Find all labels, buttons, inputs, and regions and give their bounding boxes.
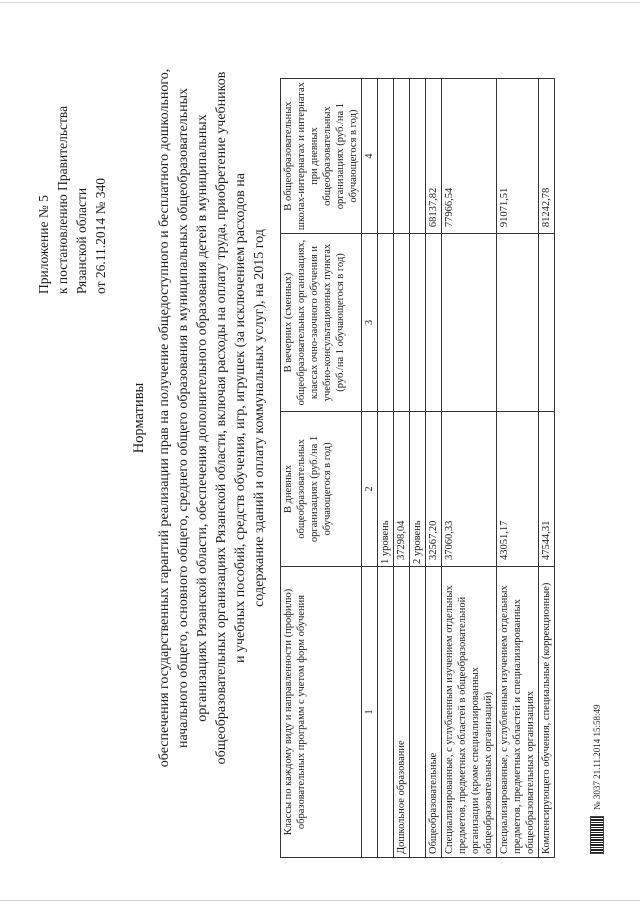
column-number-1: 1 <box>362 567 378 858</box>
title-line-5: и учебных пособий, средств обучения, игр, игрушек (за исключением расходов на <box>233 173 248 663</box>
row-value-day: 32567,20 <box>426 411 442 566</box>
row-value-boarding <box>394 79 410 234</box>
table-row <box>442 79 497 858</box>
scan-edge-bottom <box>0 900 640 901</box>
table-cell <box>410 567 426 858</box>
level-2-label: 2 уровень <box>410 411 426 566</box>
header-cell-1: Классы по каждому виду и направленности (профилю) образовательных программ с учетом форм обучения <box>281 567 362 858</box>
row-value-evening <box>442 234 497 412</box>
title-main: Нормативы <box>131 382 147 454</box>
table-cell <box>410 79 426 234</box>
scan-edge-top <box>0 2 640 3</box>
header-cell-2: В дневных общеобразовательных организациях (руб./на 1 обучающегося в год) <box>281 411 362 566</box>
table-row <box>394 79 410 858</box>
appendix-line-4: от 26.11.2014 № 340 <box>93 178 108 294</box>
document-title <box>130 48 269 788</box>
table-cell <box>378 567 394 858</box>
column-number-3: 3 <box>362 234 378 412</box>
header-cell-3: В вечерних (сменных) общеобразовательных организациях, классах очно-заочного обучения и учебно-консультационных пунктах (руб./на 1 обучающегося в год) <box>281 234 362 412</box>
row-value-boarding: 91071,51 <box>497 79 539 234</box>
row-value-day: 43051,17 <box>497 411 539 566</box>
table-row <box>539 79 555 858</box>
title-line-2: начального общего, основного общего, среднего общего образования в муниципальных общеобразовательных <box>176 88 191 748</box>
row-value-evening <box>394 234 410 412</box>
table-cell <box>378 234 394 412</box>
row-value-day: 37298,04 <box>394 411 410 566</box>
title-line-6: содержание зданий и оплату коммунальных услуг), на 2015 год <box>252 229 267 607</box>
rotated-page <box>30 28 620 868</box>
row-value-boarding: 77966,54 <box>442 79 497 234</box>
column-number-4: 4 <box>362 79 378 234</box>
appendix-header <box>34 44 110 294</box>
table-row <box>426 79 442 858</box>
column-number-row <box>362 79 378 858</box>
registration-stamp <box>590 704 604 854</box>
norms-table <box>280 78 555 858</box>
appendix-line-2: к постановлению Правительства <box>55 105 70 294</box>
stamp-text: № 3037 21.11.2014 15:58:49 <box>592 704 602 810</box>
appendix-line-3: Рязанской области <box>74 187 89 294</box>
row-value-boarding: 81242,78 <box>539 79 555 234</box>
row-label: Специализированные, с углубленным изучением отдельных предметов, предметных областей и специализированных общеобразовательных организациях <box>497 567 539 858</box>
title-line-3: организациях Рязанской области, обеспечения дополнительного образования детей в муниципальных <box>195 114 210 722</box>
table-cell <box>378 79 394 234</box>
level-1-label: 1 уровень <box>378 411 394 566</box>
appendix-line-1: Приложение № 5 <box>36 195 51 294</box>
row-value-boarding: 68137,82 <box>426 79 442 234</box>
row-value-day: 37060,33 <box>442 411 497 566</box>
row-value-day: 47544,31 <box>539 411 555 566</box>
table-cell <box>410 234 426 412</box>
row-value-evening <box>426 234 442 412</box>
row-label: Компенсирующего обучения, специальные (коррекционные) <box>539 567 555 858</box>
column-number-2: 2 <box>362 411 378 566</box>
header-cell-4: В общеобразовательных школах-интернатах и интернатах при дневных общеобразовательных организациях (руб./на 1 обучающегося в год) <box>281 79 362 234</box>
level-2-row <box>410 79 426 858</box>
title-line-1: обеспечения государственных гарантий реализации прав на получение общедоступного и бесплатного дошкольного, <box>157 68 172 768</box>
level-1-row <box>378 79 394 858</box>
table-header-row <box>281 79 362 858</box>
table-row <box>497 79 539 858</box>
row-label: Специализированные, с углубленным изучением отдельных предметов, предметных областей в общеобразовательной организации (кроме специализированных общеобразовательных организаций) <box>442 567 497 858</box>
title-line-4: общеобразовательных организациях Рязанской области, включая расходы на оплату труда, приобретение учебников <box>214 71 229 765</box>
row-label: Общеобразовательные <box>426 567 442 858</box>
row-label: Дошкольное образование <box>394 567 410 858</box>
barcode-icon <box>590 816 604 854</box>
row-value-evening <box>539 234 555 412</box>
row-value-evening <box>497 234 539 412</box>
